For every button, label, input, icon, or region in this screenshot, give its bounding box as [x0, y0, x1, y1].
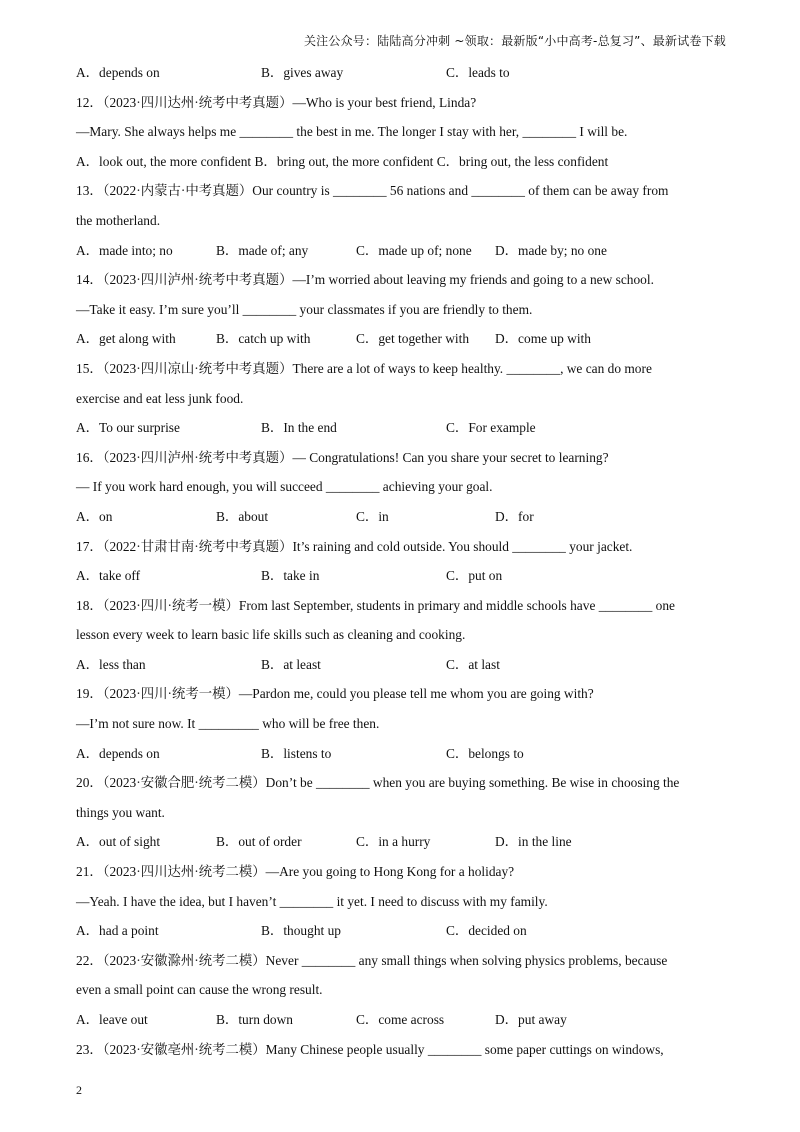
- text-line: even a small point can cause the wrong result.: [76, 982, 323, 998]
- text-line: 22．（2023·安徽滁州·统考二模）Never ________ any small things when solving physics problems, because: [76, 952, 668, 968]
- option-a: A．had a point: [76, 923, 159, 939]
- page-header: 关注公众号：陆陆高分冲刺 ~领取：最新版“小中高考-总复习”、最新试卷下载: [303, 34, 726, 48]
- text-line: 23．（2023·安徽亳州·统考二模）Many Chinese people usually ________ some paper cuttings on windows,: [76, 1041, 664, 1057]
- text-line: 15．（2023·四川凉山·统考中考真题）There are a lot of ways to keep healthy. ________, we can do more: [76, 360, 652, 376]
- text-line: things you want.: [76, 804, 165, 820]
- text-line: 21．（2023·四川达州·统考二模）—Are you going to Hong Kong for a holiday?: [76, 864, 515, 880]
- text-line: the motherland.: [76, 212, 161, 228]
- option-b: B．take in: [261, 568, 320, 584]
- text-line: lesson every week to learn basic life skills such as cleaning and cooking.: [76, 627, 466, 643]
- option-b: B．turn down: [216, 1012, 293, 1027]
- option-a: A．less than: [76, 656, 146, 672]
- option-a: A．on: [76, 508, 113, 524]
- option-c: C．come across: [356, 1012, 445, 1027]
- answer-options: [76, 561, 726, 591]
- text-line: —Mary. She always helps me ________ the best in me. The longer I stay with her, ________ I will be.: [76, 124, 628, 140]
- option-c: C．in a hurry: [356, 834, 431, 850]
- option-c: C．get together with: [356, 331, 470, 347]
- option-a: A．get along with: [76, 331, 176, 347]
- option-a: A．out of sight: [76, 834, 161, 850]
- option-d: D．made by; no one: [495, 242, 607, 258]
- option-b: B．thought up: [261, 923, 341, 939]
- answer-options: [76, 650, 726, 680]
- text-line: 19．（2023·四川·统考一模）—Pardon me, could you please tell me whom you are going with?: [76, 686, 594, 702]
- text-line: 17．（2022·甘肃甘南·统考中考真题）It’s raining and cold outside. You should ________ your jacket.: [76, 538, 633, 554]
- option-a: A．To our surprise: [76, 420, 180, 436]
- option-a: A．depends on: [76, 745, 160, 761]
- answer-options: [76, 827, 726, 857]
- option-b: B．In the end: [261, 420, 337, 436]
- option-c: C．belongs to: [446, 745, 524, 761]
- option-d: D．in the line: [495, 834, 572, 850]
- text-line: A．look out, the more confident B．bring out, the more confident C．bring out, the less confident: [76, 153, 609, 169]
- option-b: B．out of order: [216, 834, 302, 850]
- text-line: 16．（2023·四川泸州·统考中考真题）— Congratulations! Can you share your secret to learning?: [76, 449, 609, 465]
- text-line: 13．（2022·内蒙古·中考真题）Our country is ________ 56 nations and ________ of them can be away from: [76, 183, 669, 199]
- text-line: exercise and eat less junk food.: [76, 390, 244, 406]
- answer-options: [76, 324, 726, 354]
- option-c: C．at last: [446, 656, 500, 672]
- text-line: —I’m not sure now. It _________ who will be free then.: [76, 716, 380, 732]
- option-c: C．decided on: [446, 923, 527, 939]
- page-number: 2: [76, 1083, 82, 1097]
- answer-options: [76, 236, 726, 266]
- answer-options: [76, 1005, 726, 1035]
- option-a: A．depends on: [76, 65, 160, 80]
- option-b: B．about: [216, 508, 269, 524]
- option-a: A．take off: [76, 568, 141, 584]
- option-c: C．leads to: [446, 65, 510, 80]
- option-c: C．For example: [446, 420, 536, 436]
- answer-options: [76, 916, 726, 946]
- option-b: B．made of; any: [216, 242, 309, 258]
- option-d: D．come up with: [495, 331, 591, 347]
- answer-options: [76, 413, 726, 443]
- text-line: 20．（2023·安徽合肥·统考二模）Don’t be ________ when you are buying something. Be wise in choosing the: [76, 775, 680, 791]
- option-a: A．leave out: [76, 1012, 148, 1027]
- answer-options: [76, 502, 726, 532]
- option-d: D．for: [495, 508, 534, 524]
- answer-options: [76, 739, 726, 769]
- answer-options: [76, 58, 726, 88]
- option-b: B．at least: [261, 656, 321, 672]
- text-line: 12．（2023·四川达州·统考中考真题）—Who is your best friend, Linda?: [76, 94, 477, 110]
- text-line: 18．（2023·四川·统考一模）From last September, students in primary and middle schools have ________ one: [76, 597, 675, 613]
- text-line: 14．（2023·四川泸州·统考中考真题）—I’m worried about leaving my friends and going to a new school.: [76, 272, 654, 288]
- option-b: B．listens to: [261, 745, 332, 761]
- text-line: —Take it easy. I’m sure you’ll ________ your classmates if you are friendly to them.: [76, 301, 533, 317]
- option-d: D．put away: [495, 1012, 567, 1027]
- option-b: B．gives away: [261, 65, 344, 80]
- option-c: C．put on: [446, 568, 503, 584]
- option-a: A．made into; no: [76, 242, 173, 258]
- option-b: B．catch up with: [216, 331, 311, 347]
- text-line: —Yeah. I have the idea, but I haven’t ________ it yet. I need to discuss with my family.: [76, 893, 548, 909]
- document-body: [76, 58, 726, 1064]
- option-c: C．in: [356, 508, 389, 524]
- option-c: C．made up of; none: [356, 242, 472, 258]
- text-line: — If you work hard enough, you will succeed ________ achieving your goal.: [76, 479, 493, 495]
